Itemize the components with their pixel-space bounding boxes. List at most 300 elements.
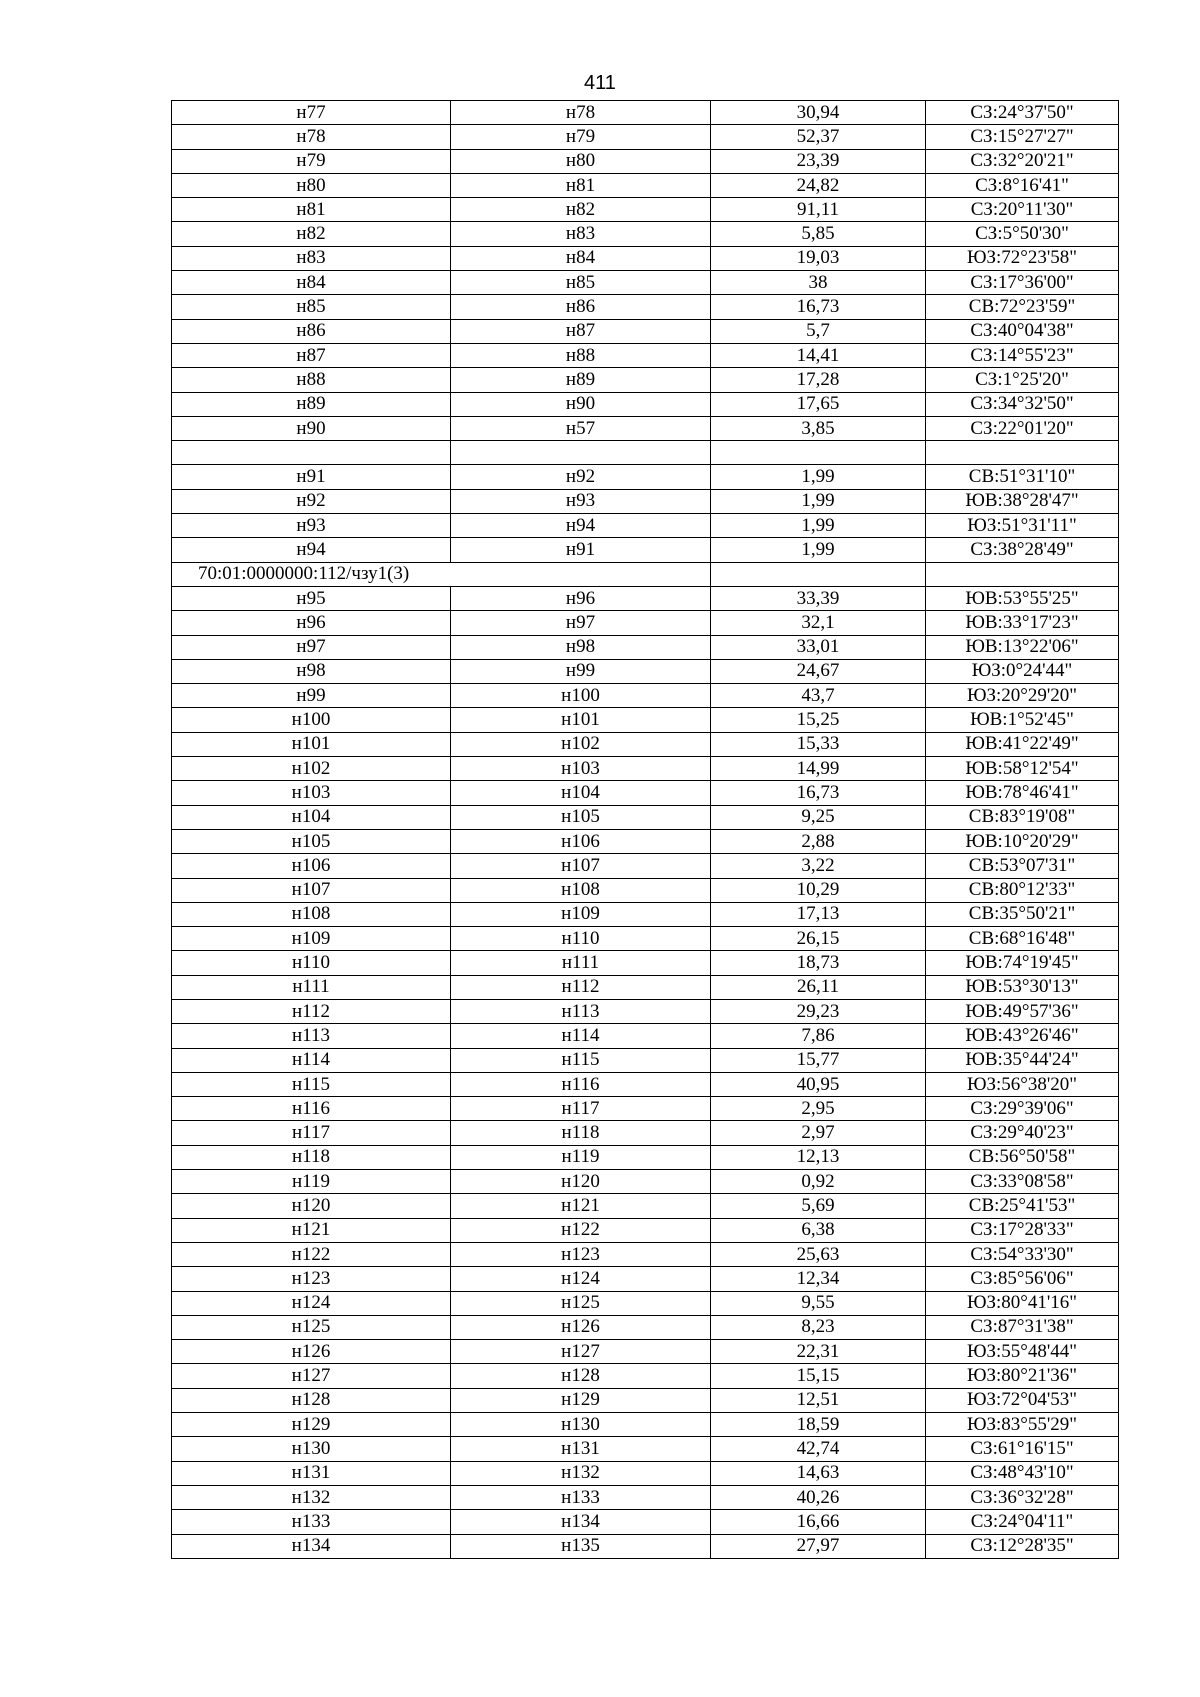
point-to-cell: н98 bbox=[451, 635, 711, 659]
table-row bbox=[172, 1145, 1119, 1169]
point-from-cell: н120 bbox=[172, 1194, 451, 1218]
bearing-cell: ЮВ:10°20'29" bbox=[926, 829, 1119, 853]
length-cell: 5,7 bbox=[711, 319, 926, 343]
point-to-cell: н101 bbox=[451, 708, 711, 732]
point-from-cell: н113 bbox=[172, 1024, 451, 1048]
table-row bbox=[172, 1024, 1119, 1048]
length-cell: 33,39 bbox=[711, 586, 926, 610]
point-to-cell: н87 bbox=[451, 319, 711, 343]
table-row bbox=[172, 829, 1119, 853]
point-to-cell: н92 bbox=[451, 465, 711, 489]
length-cell: 27,97 bbox=[711, 1534, 926, 1558]
table-row bbox=[172, 659, 1119, 683]
table-row bbox=[172, 1461, 1119, 1485]
bearing-cell: СЗ:14°55'23" bbox=[926, 343, 1119, 367]
bearing-cell: СЗ:29°40'23" bbox=[926, 1121, 1119, 1145]
table-row bbox=[172, 295, 1119, 319]
bearing-cell: СВ:80°12'33" bbox=[926, 878, 1119, 902]
bearing-cell: СВ:35°50'21" bbox=[926, 902, 1119, 926]
table-row bbox=[172, 1437, 1119, 1461]
table-row bbox=[172, 611, 1119, 635]
point-to-cell: н120 bbox=[451, 1170, 711, 1194]
bearing-cell: СЗ:8°16'41" bbox=[926, 173, 1119, 197]
point-to-cell: н80 bbox=[451, 149, 711, 173]
length-cell: 38 bbox=[711, 271, 926, 295]
point-from-cell: н101 bbox=[172, 732, 451, 756]
point-from-cell: н126 bbox=[172, 1340, 451, 1364]
point-to-cell: н134 bbox=[451, 1510, 711, 1534]
bearing-cell: ЮЗ:80°41'16" bbox=[926, 1291, 1119, 1315]
point-to-cell: н88 bbox=[451, 343, 711, 367]
point-from-cell: н99 bbox=[172, 684, 451, 708]
table-row bbox=[172, 1510, 1119, 1534]
length-cell: 15,77 bbox=[711, 1048, 926, 1072]
point-to-cell: н91 bbox=[451, 538, 711, 562]
length-cell: 10,29 bbox=[711, 878, 926, 902]
point-to-cell: н109 bbox=[451, 902, 711, 926]
point-to-cell: н126 bbox=[451, 1315, 711, 1339]
table-row bbox=[172, 514, 1119, 538]
length-cell: 6,38 bbox=[711, 1218, 926, 1242]
bearing-cell: СЗ:85°56'06" bbox=[926, 1267, 1119, 1291]
point-to-cell: н125 bbox=[451, 1291, 711, 1315]
point-from-cell: н86 bbox=[172, 319, 451, 343]
bearing-cell: ЮВ:13°22'06" bbox=[926, 635, 1119, 659]
length-cell: 18,59 bbox=[711, 1413, 926, 1437]
point-to-cell: н110 bbox=[451, 927, 711, 951]
empty-cell bbox=[451, 441, 711, 465]
point-to-cell: н116 bbox=[451, 1072, 711, 1096]
section-label: 70:01:0000000:112/чзу1(3) bbox=[172, 562, 711, 586]
table-row bbox=[172, 1340, 1119, 1364]
point-from-cell: н77 bbox=[172, 101, 451, 125]
point-to-cell: н100 bbox=[451, 684, 711, 708]
bearing-cell: СЗ:24°37'50" bbox=[926, 101, 1119, 125]
point-to-cell: н85 bbox=[451, 271, 711, 295]
bearing-cell: ЮЗ:80°21'36" bbox=[926, 1364, 1119, 1388]
point-from-cell: н90 bbox=[172, 416, 451, 440]
table-row bbox=[172, 319, 1119, 343]
table-row bbox=[172, 1170, 1119, 1194]
bearing-cell: ЮВ:35°44'24" bbox=[926, 1048, 1119, 1072]
bearing-cell: СЗ:32°20'21" bbox=[926, 149, 1119, 173]
point-from-cell: н85 bbox=[172, 295, 451, 319]
length-cell: 26,11 bbox=[711, 975, 926, 999]
bearing-cell: СЗ:29°39'06" bbox=[926, 1097, 1119, 1121]
length-cell: 30,94 bbox=[711, 101, 926, 125]
length-cell: 9,55 bbox=[711, 1291, 926, 1315]
bearing-cell: ЮВ:78°46'41" bbox=[926, 781, 1119, 805]
length-cell: 0,92 bbox=[711, 1170, 926, 1194]
point-to-cell: н133 bbox=[451, 1485, 711, 1509]
point-from-cell: н110 bbox=[172, 951, 451, 975]
bearing-cell: СВ:56°50'58" bbox=[926, 1145, 1119, 1169]
bearing-cell: ЮВ:33°17'23" bbox=[926, 611, 1119, 635]
table-row bbox=[172, 781, 1119, 805]
bearing-cell: ЮЗ:56°38'20" bbox=[926, 1072, 1119, 1096]
length-cell: 15,25 bbox=[711, 708, 926, 732]
point-to-cell: н131 bbox=[451, 1437, 711, 1461]
length-cell: 14,99 bbox=[711, 757, 926, 781]
point-to-cell: н102 bbox=[451, 732, 711, 756]
point-from-cell: н111 bbox=[172, 975, 451, 999]
bearing-cell: ЮЗ:83°55'29" bbox=[926, 1413, 1119, 1437]
length-cell: 16,73 bbox=[711, 295, 926, 319]
length-cell: 32,1 bbox=[711, 611, 926, 635]
length-cell: 1,99 bbox=[711, 489, 926, 513]
length-cell: 12,51 bbox=[711, 1388, 926, 1412]
point-from-cell: н116 bbox=[172, 1097, 451, 1121]
bearing-cell: СЗ:1°25'20" bbox=[926, 368, 1119, 392]
bearing-cell: СВ:53°07'31" bbox=[926, 854, 1119, 878]
point-from-cell: н112 bbox=[172, 999, 451, 1023]
table-row bbox=[172, 757, 1119, 781]
bearing-cell: ЮВ:38°28'47" bbox=[926, 489, 1119, 513]
point-to-cell: н111 bbox=[451, 951, 711, 975]
length-cell: 18,73 bbox=[711, 951, 926, 975]
table-row bbox=[172, 1194, 1119, 1218]
point-from-cell: н114 bbox=[172, 1048, 451, 1072]
point-to-cell: н115 bbox=[451, 1048, 711, 1072]
length-cell: 15,33 bbox=[711, 732, 926, 756]
point-from-cell: н81 bbox=[172, 198, 451, 222]
point-from-cell: н121 bbox=[172, 1218, 451, 1242]
boundary-table bbox=[171, 100, 1119, 1559]
point-from-cell: н84 bbox=[172, 271, 451, 295]
bearing-cell: ЮВ:74°19'45" bbox=[926, 951, 1119, 975]
point-from-cell: н104 bbox=[172, 805, 451, 829]
bearing-cell: СЗ:54°33'30" bbox=[926, 1242, 1119, 1266]
length-cell: 2,88 bbox=[711, 829, 926, 853]
point-to-cell: н108 bbox=[451, 878, 711, 902]
point-to-cell: н99 bbox=[451, 659, 711, 683]
bearing-cell: СЗ:22°01'20" bbox=[926, 416, 1119, 440]
length-cell: 33,01 bbox=[711, 635, 926, 659]
bearing-cell: СЗ:40°04'38" bbox=[926, 319, 1119, 343]
point-from-cell: н125 bbox=[172, 1315, 451, 1339]
length-cell: 29,23 bbox=[711, 999, 926, 1023]
point-from-cell: н95 bbox=[172, 586, 451, 610]
point-to-cell: н89 bbox=[451, 368, 711, 392]
length-cell: 24,82 bbox=[711, 173, 926, 197]
length-cell: 26,15 bbox=[711, 927, 926, 951]
bearing-cell: ЮЗ:55°48'44" bbox=[926, 1340, 1119, 1364]
length-cell: 12,34 bbox=[711, 1267, 926, 1291]
point-from-cell: н97 bbox=[172, 635, 451, 659]
table-row bbox=[172, 732, 1119, 756]
table-row bbox=[172, 222, 1119, 246]
point-to-cell: н83 bbox=[451, 222, 711, 246]
point-to-cell: н123 bbox=[451, 1242, 711, 1266]
bearing-cell: СЗ:17°28'33" bbox=[926, 1218, 1119, 1242]
point-from-cell: н127 bbox=[172, 1364, 451, 1388]
table-row bbox=[172, 1121, 1119, 1145]
table-row bbox=[172, 1291, 1119, 1315]
table-row bbox=[172, 1413, 1119, 1437]
table-row bbox=[172, 635, 1119, 659]
table-row bbox=[172, 368, 1119, 392]
table-row bbox=[172, 1097, 1119, 1121]
point-from-cell: н80 bbox=[172, 173, 451, 197]
length-cell: 17,13 bbox=[711, 902, 926, 926]
table-row bbox=[172, 1267, 1119, 1291]
bearing-cell: СЗ:20°11'30" bbox=[926, 198, 1119, 222]
table-row bbox=[172, 1485, 1119, 1509]
point-from-cell: н132 bbox=[172, 1485, 451, 1509]
point-from-cell: н103 bbox=[172, 781, 451, 805]
point-from-cell: н107 bbox=[172, 878, 451, 902]
point-to-cell: н128 bbox=[451, 1364, 711, 1388]
bearing-cell: ЮЗ:72°23'58" bbox=[926, 246, 1119, 270]
point-to-cell: н114 bbox=[451, 1024, 711, 1048]
bearing-cell: СВ:51°31'10" bbox=[926, 465, 1119, 489]
length-cell: 7,86 bbox=[711, 1024, 926, 1048]
table-row bbox=[172, 465, 1119, 489]
point-from-cell: н94 bbox=[172, 538, 451, 562]
length-cell: 16,73 bbox=[711, 781, 926, 805]
point-to-cell: н122 bbox=[451, 1218, 711, 1242]
table-row bbox=[172, 951, 1119, 975]
boundary-table-body bbox=[172, 101, 1119, 1559]
point-to-cell: н78 bbox=[451, 101, 711, 125]
table-row bbox=[172, 246, 1119, 270]
bearing-cell: СЗ:36°32'28" bbox=[926, 1485, 1119, 1509]
empty-cell bbox=[926, 441, 1119, 465]
table-row bbox=[172, 586, 1119, 610]
point-from-cell: н119 bbox=[172, 1170, 451, 1194]
length-cell: 25,63 bbox=[711, 1242, 926, 1266]
point-to-cell: н118 bbox=[451, 1121, 711, 1145]
point-to-cell: н121 bbox=[451, 1194, 711, 1218]
bearing-cell: СЗ:87°31'38" bbox=[926, 1315, 1119, 1339]
point-from-cell: н124 bbox=[172, 1291, 451, 1315]
point-to-cell: н107 bbox=[451, 854, 711, 878]
length-cell: 3,85 bbox=[711, 416, 926, 440]
point-to-cell: н130 bbox=[451, 1413, 711, 1437]
bearing-cell: ЮВ:49°57'36" bbox=[926, 999, 1119, 1023]
length-cell: 15,15 bbox=[711, 1364, 926, 1388]
point-to-cell: н97 bbox=[451, 611, 711, 635]
point-to-cell: н81 bbox=[451, 173, 711, 197]
bearing-cell: СЗ:15°27'27" bbox=[926, 125, 1119, 149]
length-cell: 8,23 bbox=[711, 1315, 926, 1339]
point-to-cell: н135 bbox=[451, 1534, 711, 1558]
length-cell: 12,13 bbox=[711, 1145, 926, 1169]
bearing-cell: СЗ:34°32'50" bbox=[926, 392, 1119, 416]
bearing-cell: ЮЗ:0°24'44" bbox=[926, 659, 1119, 683]
length-cell: 52,37 bbox=[711, 125, 926, 149]
point-to-cell: н132 bbox=[451, 1461, 711, 1485]
length-cell: 1,99 bbox=[711, 465, 926, 489]
table-row bbox=[172, 927, 1119, 951]
table-row bbox=[172, 416, 1119, 440]
bearing-cell: СЗ:33°08'58" bbox=[926, 1170, 1119, 1194]
point-from-cell: н91 bbox=[172, 465, 451, 489]
point-from-cell: н130 bbox=[172, 1437, 451, 1461]
empty-cell bbox=[926, 562, 1119, 586]
point-from-cell: н134 bbox=[172, 1534, 451, 1558]
table-row bbox=[172, 1072, 1119, 1096]
point-from-cell: н123 bbox=[172, 1267, 451, 1291]
table-row bbox=[172, 975, 1119, 999]
table-row bbox=[172, 902, 1119, 926]
length-cell: 9,25 bbox=[711, 805, 926, 829]
point-to-cell: н105 bbox=[451, 805, 711, 829]
table-row bbox=[172, 198, 1119, 222]
point-from-cell: н96 bbox=[172, 611, 451, 635]
table-row bbox=[172, 684, 1119, 708]
length-cell: 42,74 bbox=[711, 1437, 926, 1461]
point-to-cell: н119 bbox=[451, 1145, 711, 1169]
bearing-cell: СЗ:38°28'49" bbox=[926, 538, 1119, 562]
bearing-cell: СЗ:61°16'15" bbox=[926, 1437, 1119, 1461]
point-to-cell: н106 bbox=[451, 829, 711, 853]
point-from-cell: н102 bbox=[172, 757, 451, 781]
table-row bbox=[172, 149, 1119, 173]
point-to-cell: н112 bbox=[451, 975, 711, 999]
table-row bbox=[172, 343, 1119, 367]
point-to-cell: н103 bbox=[451, 757, 711, 781]
length-cell: 40,26 bbox=[711, 1485, 926, 1509]
point-to-cell: н127 bbox=[451, 1340, 711, 1364]
length-cell: 3,22 bbox=[711, 854, 926, 878]
point-from-cell: н131 bbox=[172, 1461, 451, 1485]
bearing-cell: ЮВ:41°22'49" bbox=[926, 732, 1119, 756]
length-cell: 5,85 bbox=[711, 222, 926, 246]
table-row bbox=[172, 1048, 1119, 1072]
point-from-cell: н93 bbox=[172, 514, 451, 538]
point-from-cell: н105 bbox=[172, 829, 451, 853]
bearing-cell: ЮВ:43°26'46" bbox=[926, 1024, 1119, 1048]
point-to-cell: н124 bbox=[451, 1267, 711, 1291]
bearing-cell: СЗ:5°50'30" bbox=[926, 222, 1119, 246]
point-from-cell: н115 bbox=[172, 1072, 451, 1096]
length-cell: 1,99 bbox=[711, 538, 926, 562]
length-cell: 91,11 bbox=[711, 198, 926, 222]
point-to-cell: н57 bbox=[451, 416, 711, 440]
length-cell: 24,67 bbox=[711, 659, 926, 683]
point-from-cell: н87 bbox=[172, 343, 451, 367]
point-to-cell: н79 bbox=[451, 125, 711, 149]
bearing-cell: СВ:25°41'53" bbox=[926, 1194, 1119, 1218]
empty-cell bbox=[172, 441, 451, 465]
table-row bbox=[172, 1242, 1119, 1266]
point-from-cell: н118 bbox=[172, 1145, 451, 1169]
table-row-empty bbox=[172, 441, 1119, 465]
length-cell: 14,41 bbox=[711, 343, 926, 367]
bearing-cell: ЮЗ:51°31'11" bbox=[926, 514, 1119, 538]
point-from-cell: н109 bbox=[172, 927, 451, 951]
table-row bbox=[172, 125, 1119, 149]
length-cell: 2,95 bbox=[711, 1097, 926, 1121]
length-cell: 17,65 bbox=[711, 392, 926, 416]
point-to-cell: н96 bbox=[451, 586, 711, 610]
table-row bbox=[172, 878, 1119, 902]
bearing-cell: СЗ:12°28'35" bbox=[926, 1534, 1119, 1558]
point-to-cell: н93 bbox=[451, 489, 711, 513]
section-header-row bbox=[172, 562, 1119, 586]
bearing-cell: СВ:72°23'59" bbox=[926, 295, 1119, 319]
table-row bbox=[172, 1388, 1119, 1412]
table-row bbox=[172, 1218, 1119, 1242]
point-to-cell: н82 bbox=[451, 198, 711, 222]
table-row bbox=[172, 271, 1119, 295]
bearing-cell: СВ:83°19'08" bbox=[926, 805, 1119, 829]
point-to-cell: н113 bbox=[451, 999, 711, 1023]
table-row bbox=[172, 538, 1119, 562]
table-row bbox=[172, 489, 1119, 513]
table-row bbox=[172, 173, 1119, 197]
empty-cell bbox=[711, 441, 926, 465]
bearing-cell: ЮВ:58°12'54" bbox=[926, 757, 1119, 781]
point-from-cell: н133 bbox=[172, 1510, 451, 1534]
point-to-cell: н129 bbox=[451, 1388, 711, 1412]
bearing-cell: СВ:68°16'48" bbox=[926, 927, 1119, 951]
empty-cell bbox=[711, 562, 926, 586]
bearing-cell: СЗ:17°36'00" bbox=[926, 271, 1119, 295]
length-cell: 5,69 bbox=[711, 1194, 926, 1218]
table-row bbox=[172, 999, 1119, 1023]
length-cell: 22,31 bbox=[711, 1340, 926, 1364]
table-row bbox=[172, 392, 1119, 416]
length-cell: 2,97 bbox=[711, 1121, 926, 1145]
length-cell: 1,99 bbox=[711, 514, 926, 538]
point-to-cell: н104 bbox=[451, 781, 711, 805]
length-cell: 16,66 bbox=[711, 1510, 926, 1534]
bearing-cell: ЮВ:53°55'25" bbox=[926, 586, 1119, 610]
point-from-cell: н122 bbox=[172, 1242, 451, 1266]
point-from-cell: н79 bbox=[172, 149, 451, 173]
table-row bbox=[172, 1315, 1119, 1339]
length-cell: 14,63 bbox=[711, 1461, 926, 1485]
table-row bbox=[172, 1364, 1119, 1388]
point-from-cell: н98 bbox=[172, 659, 451, 683]
bearing-cell: ЮЗ:72°04'53" bbox=[926, 1388, 1119, 1412]
point-from-cell: н100 bbox=[172, 708, 451, 732]
point-from-cell: н128 bbox=[172, 1388, 451, 1412]
point-to-cell: н94 bbox=[451, 514, 711, 538]
point-from-cell: н108 bbox=[172, 902, 451, 926]
page-number: 411 bbox=[584, 72, 616, 94]
point-from-cell: н82 bbox=[172, 222, 451, 246]
bearing-cell: СЗ:24°04'11" bbox=[926, 1510, 1119, 1534]
bearing-cell: ЮЗ:20°29'20" bbox=[926, 684, 1119, 708]
table-row bbox=[172, 101, 1119, 125]
length-cell: 40,95 bbox=[711, 1072, 926, 1096]
length-cell: 43,7 bbox=[711, 684, 926, 708]
point-to-cell: н90 bbox=[451, 392, 711, 416]
point-from-cell: н83 bbox=[172, 246, 451, 270]
point-from-cell: н106 bbox=[172, 854, 451, 878]
bearing-cell: СЗ:48°43'10" bbox=[926, 1461, 1119, 1485]
table-row bbox=[172, 1534, 1119, 1558]
length-cell: 23,39 bbox=[711, 149, 926, 173]
point-to-cell: н117 bbox=[451, 1097, 711, 1121]
length-cell: 17,28 bbox=[711, 368, 926, 392]
point-from-cell: н92 bbox=[172, 489, 451, 513]
bearing-cell: ЮВ:53°30'13" bbox=[926, 975, 1119, 999]
point-from-cell: н89 bbox=[172, 392, 451, 416]
length-cell: 19,03 bbox=[711, 246, 926, 270]
point-to-cell: н84 bbox=[451, 246, 711, 270]
point-from-cell: н129 bbox=[172, 1413, 451, 1437]
table-row bbox=[172, 708, 1119, 732]
point-from-cell: н78 bbox=[172, 125, 451, 149]
table-row bbox=[172, 805, 1119, 829]
point-from-cell: н88 bbox=[172, 368, 451, 392]
point-to-cell: н86 bbox=[451, 295, 711, 319]
table-row bbox=[172, 854, 1119, 878]
